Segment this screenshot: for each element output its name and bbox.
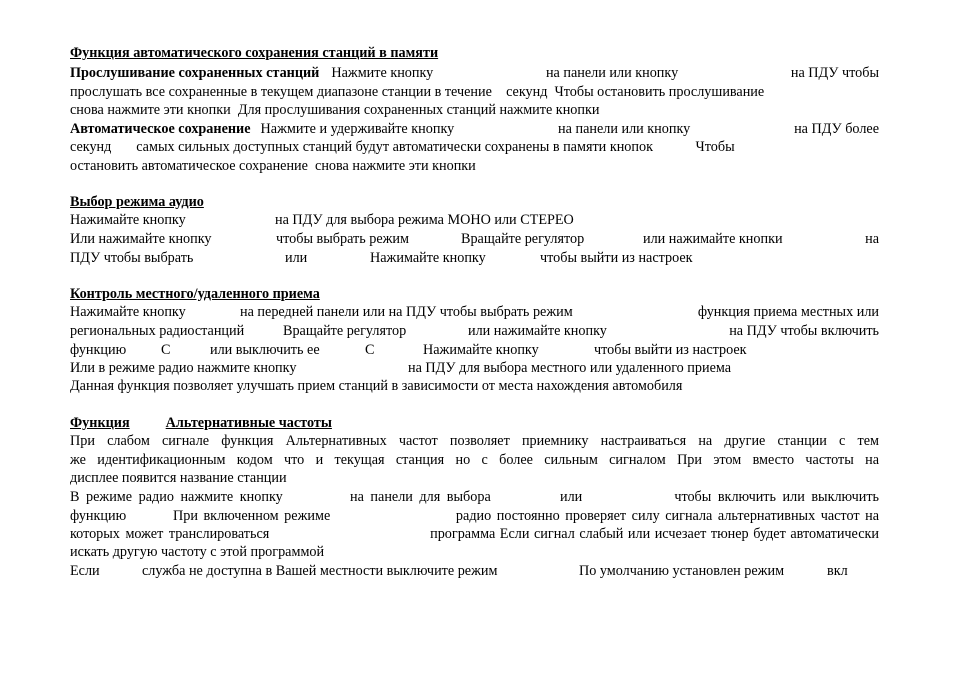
text-line [70, 341, 879, 360]
text-line [70, 249, 879, 268]
text-fragment: на передней панели или на ПДУ чтобы выбрать режим [240, 304, 573, 320]
text-fragment: или [560, 489, 583, 505]
text-fragment: Нажмите кнопку [331, 65, 434, 81]
text-line: снова нажмите эти кнопки Для прослушивания сохраненных станций нажмите кнопки [70, 102, 600, 118]
text-fragment: По умолчанию установлен режим [579, 563, 785, 579]
text-fragment: на [865, 231, 879, 247]
text-fragment: на ПДУ для выбора режима МОНО или СТЕРЕО [275, 212, 574, 228]
text-line [70, 64, 879, 83]
text-line [70, 525, 879, 544]
text-fragment: Нажимайте кнопку [423, 342, 539, 358]
text-fragment: или выключить ее [210, 342, 320, 358]
text-line: искать другую частоту с этой программой [70, 544, 325, 560]
text-line [70, 507, 879, 526]
text-fragment: которых может транслироваться [70, 526, 270, 542]
text-fragment: на ПДУ чтобы включить [729, 323, 879, 339]
text-fragment: чтобы выбрать режим [276, 231, 409, 247]
text-fragment: или нажимайте кнопку [468, 323, 607, 339]
section-heading-auto-store: Функция автоматического сохранения станций в памяти [70, 45, 439, 61]
text-line [70, 322, 879, 341]
heading-fragment: Функция [70, 415, 130, 431]
text-fragment: на ПДУ более [794, 121, 879, 137]
text-fragment: на панели или кнопку [545, 65, 679, 81]
text-fragment: служба не доступна в Вашей местности выключите режим [142, 563, 498, 579]
text-line [70, 488, 879, 507]
text-line: секунд самых сильных доступных станций будут автоматически сохранены в памяти кнопок Чтобы [70, 139, 735, 155]
text-fragment: Вращайте регулятор [283, 323, 407, 339]
text-line [70, 303, 879, 322]
text-line [70, 359, 879, 378]
text-fragment: или нажимайте кнопки [643, 231, 783, 247]
term-auto-store: Автоматическое сохранение [70, 121, 251, 137]
text-fragment: региональных радиостанций [70, 323, 245, 339]
text-fragment: на ПДУ для выбора местного или удаленного приема [408, 360, 732, 376]
text-line: дисплее появится название станции [70, 470, 287, 486]
text-fragment: или [285, 250, 308, 266]
text-line: прослушать все сохраненные в текущем диапазоне станции в течение секунд Чтобы остановить прослушивание [70, 84, 765, 100]
text-fragment: на панели для выбора [350, 489, 491, 505]
text-fragment: чтобы выйти из настроек [540, 250, 693, 266]
text-fragment: чтобы включить или выключить [674, 489, 879, 505]
text-fragment: на панели или кнопку [558, 121, 691, 137]
text-fragment: вкл [827, 563, 848, 579]
text-fragment: ПДУ чтобы выбрать [70, 250, 194, 266]
text-fragment: Нажимайте кнопку [370, 250, 486, 266]
text-line [70, 211, 879, 230]
text-fragment: Вращайте регулятор [461, 231, 585, 247]
text-line [70, 562, 879, 581]
term-saved-stations: Прослушивание сохраненных станций [70, 65, 320, 81]
section-heading-audio-mode: Выбор режима аудио [70, 194, 204, 210]
text-fragment: программа Если сигнал слабый или исчезает тюнер будет автоматически [430, 526, 879, 542]
text-line: При слабом сигнале функция Альтернативных частот позволяет приемнику настраиваться на другие станции с тем [70, 433, 879, 449]
text-line [70, 230, 879, 249]
text-fragment: Нажимайте кнопку [70, 212, 186, 228]
text-line [70, 120, 879, 139]
text-fragment: Нажмите и удерживайте кнопку [260, 121, 455, 137]
text-fragment: Если [70, 563, 100, 579]
text-fragment: чтобы выйти из настроек [594, 342, 747, 358]
section-heading-af [70, 414, 879, 433]
text-fragment: Нажимайте кнопку [70, 304, 186, 320]
text-fragment: радио постоянно проверяет силу сигнала альтернативных частот на [455, 508, 879, 524]
text-fragment: С [365, 342, 375, 358]
text-fragment: функция приема местных или [697, 304, 879, 320]
text-fragment: Или в режиме радио нажмите кнопку [70, 360, 297, 376]
text-fragment: на ПДУ чтобы [790, 65, 879, 81]
text-fragment: функцию [70, 342, 127, 358]
text-fragment: функцию [70, 508, 127, 524]
text-fragment: В режиме радио нажмите кнопку [70, 489, 283, 505]
text-fragment: При включенном режиме [173, 508, 331, 524]
text-line: остановить автоматическое сохранение снова нажмите эти кнопки [70, 158, 476, 174]
text-line: Данная функция позволяет улучшать прием станций в зависимости от места нахождения автомобиля [70, 378, 683, 394]
section-heading-local-dx: Контроль местного/удаленного приема [70, 286, 320, 302]
text-fragment: Или нажимайте кнопку [70, 231, 212, 247]
text-line: же идентификационным кодом что и текущая станция но с более сильным сигналом При этом вместо частоты на [70, 452, 879, 468]
text-fragment: С [161, 342, 171, 358]
heading-fragment: Альтернативные частоты [165, 415, 332, 431]
